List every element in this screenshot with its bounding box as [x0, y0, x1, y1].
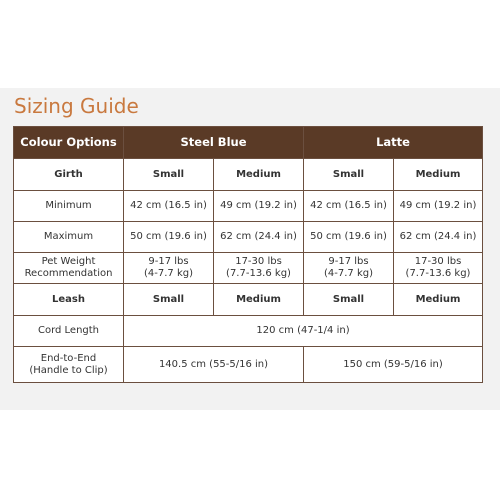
colour-options-header: Colour Options: [14, 127, 124, 159]
girth-size-cell: Small: [124, 159, 214, 191]
pet-weight-value: [214, 253, 304, 284]
leash-size-row: [14, 284, 483, 316]
pet-weight-kg: (4-7.7 kg): [144, 268, 193, 279]
header-row: [14, 127, 483, 159]
maximum-label: Maximum: [14, 222, 124, 253]
end-to-end-latte: 150 cm (59-5/16 in): [304, 347, 483, 383]
maximum-value: 62 cm (24.4 in): [214, 222, 304, 253]
end-to-end-label-line1: End-to-End: [40, 352, 97, 364]
pet-weight-lbs: 9-17 lbs: [328, 256, 369, 267]
pet-weight-lbs: 17-30 lbs: [235, 256, 282, 267]
minimum-value: 42 cm (16.5 in): [304, 191, 394, 222]
end-to-end-steel-blue: 140.5 cm (55-5/16 in): [124, 347, 304, 383]
minimum-row: [14, 191, 483, 222]
girth-size-cell: Small: [304, 159, 394, 191]
girth-size-row: [14, 159, 483, 191]
cord-length-row: [14, 316, 483, 347]
sizing-table: [13, 126, 483, 383]
minimum-value: 49 cm (19.2 in): [394, 191, 483, 222]
pet-weight-value: [124, 253, 214, 284]
page-title: Sizing Guide: [14, 94, 139, 118]
pet-weight-row: [14, 253, 483, 284]
cord-length-label: Cord Length: [14, 316, 124, 347]
cord-length-value: 120 cm (47-1/4 in): [124, 316, 483, 347]
minimum-value: 49 cm (19.2 in): [214, 191, 304, 222]
girth-label: Girth: [14, 159, 124, 191]
end-to-end-row: [14, 347, 483, 383]
pet-weight-kg: (4-7.7 kg): [324, 268, 373, 279]
girth-size-cell: Medium: [214, 159, 304, 191]
pet-weight-label-line2: Recommendation: [24, 268, 113, 279]
latte-header: Latte: [304, 127, 483, 159]
maximum-value: 62 cm (24.4 in): [394, 222, 483, 253]
leash-size-cell: Small: [304, 284, 394, 316]
leash-size-cell: Small: [124, 284, 214, 316]
pet-weight-lbs: 9-17 lbs: [148, 256, 189, 267]
girth-size-cell: Medium: [394, 159, 483, 191]
pet-weight-lbs: 17-30 lbs: [414, 256, 462, 267]
leash-size-cell: Medium: [394, 284, 483, 316]
leash-size-cell: Medium: [214, 284, 304, 316]
pet-weight-label: [14, 253, 124, 284]
leash-label: Leash: [14, 284, 124, 316]
minimum-value: 42 cm (16.5 in): [124, 191, 214, 222]
maximum-value: 50 cm (19.6 in): [304, 222, 394, 253]
minimum-label: Minimum: [14, 191, 124, 222]
pet-weight-value: [304, 253, 394, 284]
maximum-value: 50 cm (19.6 in): [124, 222, 214, 253]
pet-weight-kg: (7.7-13.6 kg): [405, 268, 471, 279]
pet-weight-kg: (7.7-13.6 kg): [226, 268, 291, 279]
steel-blue-header: Steel Blue: [124, 127, 304, 159]
end-to-end-label: [14, 347, 124, 383]
end-to-end-label-line2: (Handle to Clip): [29, 364, 108, 376]
pet-weight-value: [394, 253, 483, 284]
maximum-row: [14, 222, 483, 253]
pet-weight-label-line1: Pet Weight: [41, 256, 96, 267]
